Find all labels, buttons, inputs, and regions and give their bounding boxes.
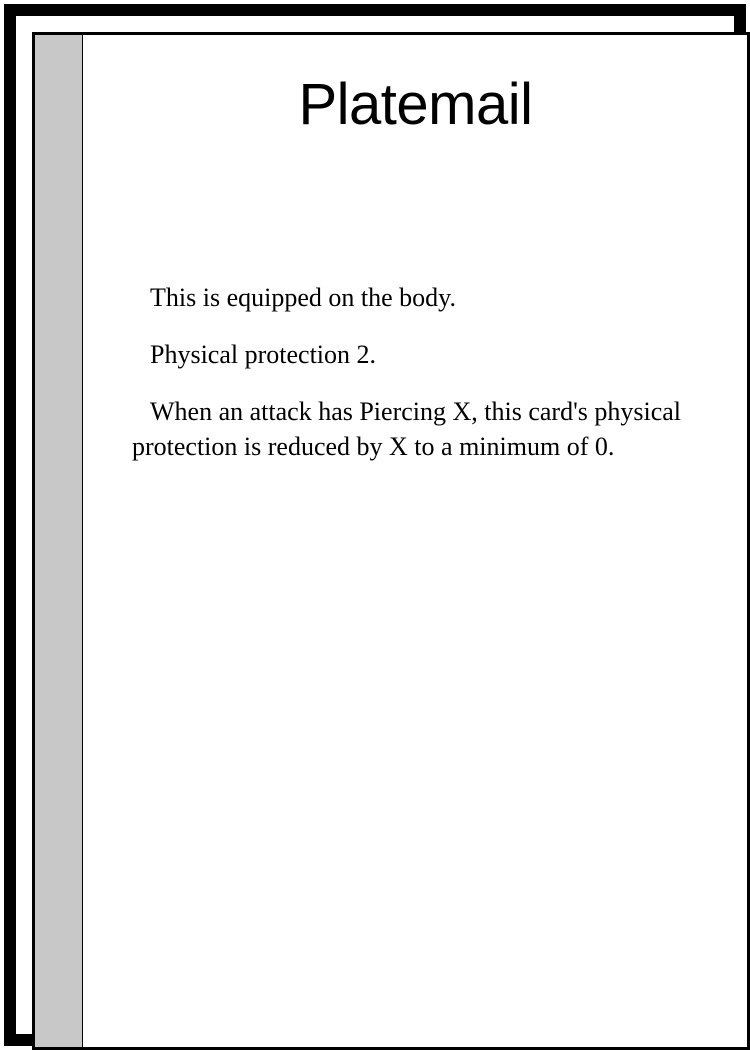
- rules-paragraph: When an attack has Piercing X, this card's physical protection is reduced by X to a minimum of 0.: [132, 397, 682, 461]
- card-type-sidebar: [35, 35, 83, 1047]
- card-rules-text: [132, 280, 724, 464]
- card-title: Platemail: [298, 72, 533, 137]
- card-type-label-top: [35, 35, 83, 66]
- card-content: [84, 35, 747, 1047]
- card-subtype-label-bottom: [35, 1016, 83, 1047]
- rules-paragraph: Physical protection 2.: [150, 340, 377, 369]
- card-outer-border: [4, 4, 746, 1046]
- card-inner-border: [32, 32, 750, 1050]
- rules-paragraph: This is equipped on the body.: [150, 283, 456, 312]
